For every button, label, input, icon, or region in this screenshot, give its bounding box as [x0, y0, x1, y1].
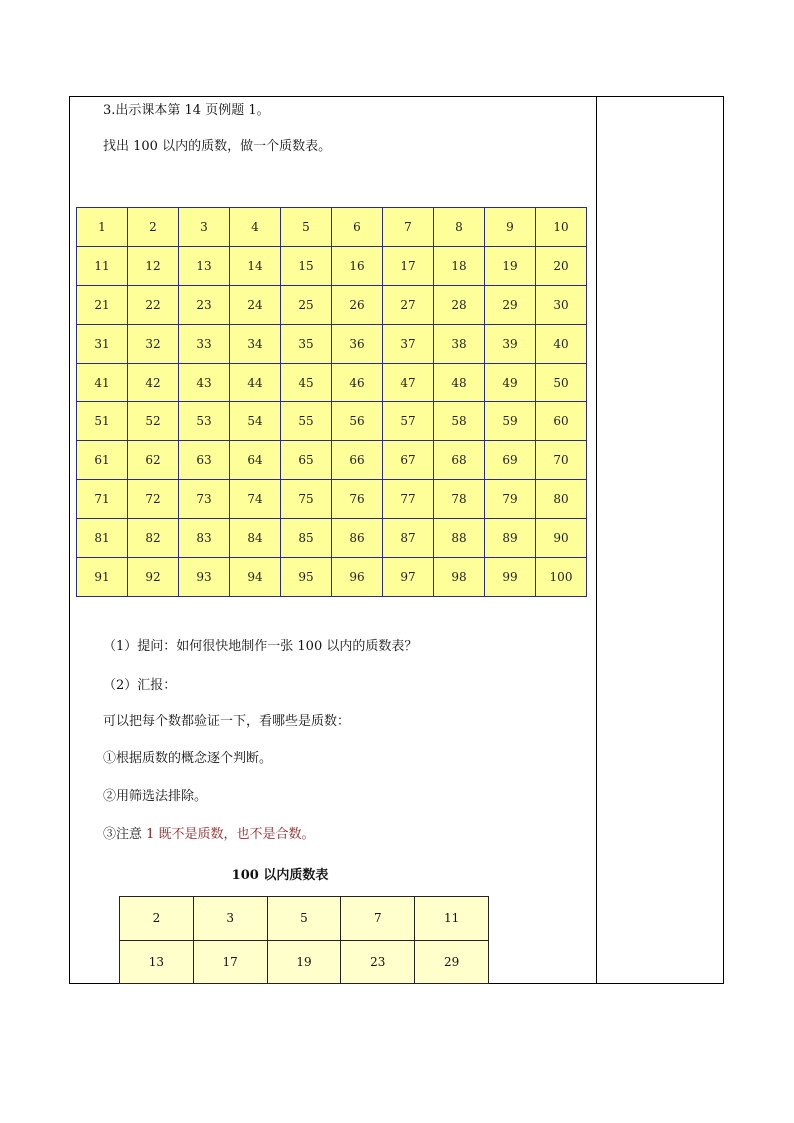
table-cell: 2 — [128, 208, 179, 247]
table-cell: 19 — [485, 246, 536, 285]
table-cell: 17 — [383, 246, 434, 285]
column-divider — [596, 96, 597, 984]
table-cell: 20 — [536, 246, 587, 285]
table-cell: 7 — [341, 897, 415, 941]
table-cell: 64 — [230, 441, 281, 480]
table-cell: 99 — [485, 558, 536, 597]
table-row — [120, 897, 489, 941]
table-cell: 24 — [230, 285, 281, 324]
table-cell: 87 — [383, 519, 434, 558]
table-cell: 77 — [383, 480, 434, 519]
table-cell: 43 — [179, 363, 230, 402]
table-row — [77, 363, 587, 402]
table-cell: 46 — [332, 363, 383, 402]
table-cell: 4 — [230, 208, 281, 247]
table-cell: 41 — [77, 363, 128, 402]
table-cell: 73 — [179, 480, 230, 519]
table-cell: 26 — [332, 285, 383, 324]
table-cell: 91 — [77, 558, 128, 597]
table-cell: 54 — [230, 402, 281, 441]
table-cell: 68 — [434, 441, 485, 480]
table-cell: 97 — [383, 558, 434, 597]
table-cell: 96 — [332, 558, 383, 597]
table-cell: 72 — [128, 480, 179, 519]
table-cell: 23 — [341, 940, 415, 984]
task-line: 找出 100 以内的质数，做一个质数表。 — [103, 139, 332, 154]
table-cell: 1 — [77, 208, 128, 247]
way3-emphasis: 1 既不是质数，也不是合数。 — [146, 827, 315, 842]
table-cell: 65 — [281, 441, 332, 480]
table-cell: 67 — [383, 441, 434, 480]
table-cell: 61 — [77, 441, 128, 480]
table-cell: 3 — [193, 897, 267, 941]
table-cell: 83 — [179, 519, 230, 558]
table-cell: 14 — [230, 246, 281, 285]
table-cell: 84 — [230, 519, 281, 558]
table-cell: 53 — [179, 402, 230, 441]
table-cell: 74 — [230, 480, 281, 519]
table-cell: 80 — [536, 480, 587, 519]
table-cell: 7 — [383, 208, 434, 247]
table-cell: 50 — [536, 363, 587, 402]
table-cell: 92 — [128, 558, 179, 597]
way1-line: ①根据质数的概念逐个判断。 — [103, 751, 273, 766]
table-cell: 16 — [332, 246, 383, 285]
way2-line: ②用筛选法排除。 — [103, 789, 208, 804]
table-cell: 36 — [332, 324, 383, 363]
table-cell: 51 — [77, 402, 128, 441]
table-cell: 89 — [485, 519, 536, 558]
table-cell: 15 — [281, 246, 332, 285]
way3-line — [103, 827, 315, 843]
table-cell: 2 — [120, 897, 194, 941]
table-cell: 37 — [383, 324, 434, 363]
table-cell: 88 — [434, 519, 485, 558]
table-cell: 55 — [281, 402, 332, 441]
table-cell: 79 — [485, 480, 536, 519]
table-cell: 63 — [179, 441, 230, 480]
table-cell: 49 — [485, 363, 536, 402]
table-cell: 44 — [230, 363, 281, 402]
table-cell: 59 — [485, 402, 536, 441]
number-grid — [76, 207, 587, 597]
table-cell: 17 — [193, 940, 267, 984]
table-cell: 45 — [281, 363, 332, 402]
table-cell: 13 — [120, 940, 194, 984]
table-cell: 78 — [434, 480, 485, 519]
table-cell: 82 — [128, 519, 179, 558]
table-cell: 12 — [128, 246, 179, 285]
table-cell: 95 — [281, 558, 332, 597]
table-cell: 32 — [128, 324, 179, 363]
table-cell: 31 — [77, 324, 128, 363]
table-row — [77, 558, 587, 597]
table-cell: 21 — [77, 285, 128, 324]
table-cell: 90 — [536, 519, 587, 558]
table-cell: 13 — [179, 246, 230, 285]
table-cell: 22 — [128, 285, 179, 324]
table-row — [77, 208, 587, 247]
table-cell: 100 — [536, 558, 587, 597]
table-cell: 10 — [536, 208, 587, 247]
table-cell: 71 — [77, 480, 128, 519]
table-row — [77, 246, 587, 285]
table-cell: 34 — [230, 324, 281, 363]
table-cell: 69 — [485, 441, 536, 480]
table-cell: 19 — [267, 940, 341, 984]
table-cell: 27 — [383, 285, 434, 324]
table-cell: 11 — [77, 246, 128, 285]
table-cell: 62 — [128, 441, 179, 480]
table-cell: 75 — [281, 480, 332, 519]
question-line: （1）提问：如何很快地制作一张 100 以内的质数表？ — [103, 639, 418, 654]
table-cell: 60 — [536, 402, 587, 441]
table-row — [77, 285, 587, 324]
prime-table — [119, 896, 489, 984]
table-cell: 39 — [485, 324, 536, 363]
table-cell: 85 — [281, 519, 332, 558]
table-cell: 30 — [536, 285, 587, 324]
table-cell: 93 — [179, 558, 230, 597]
table-cell: 70 — [536, 441, 587, 480]
table-cell: 48 — [434, 363, 485, 402]
table-cell: 5 — [267, 897, 341, 941]
table-cell: 11 — [415, 897, 489, 941]
table-cell: 58 — [434, 402, 485, 441]
table-cell: 35 — [281, 324, 332, 363]
prime-table-title: 100 以内质数表 — [231, 868, 329, 883]
table-cell: 18 — [434, 246, 485, 285]
table-cell: 76 — [332, 480, 383, 519]
table-cell: 52 — [128, 402, 179, 441]
table-cell: 29 — [415, 940, 489, 984]
table-cell: 38 — [434, 324, 485, 363]
intro-line: 3.出示课本第 14 页例题 1。 — [103, 103, 270, 118]
table-cell: 98 — [434, 558, 485, 597]
method-line: 可以把每个数都验证一下，看哪些是质数： — [103, 714, 351, 729]
table-cell: 86 — [332, 519, 383, 558]
table-cell: 57 — [383, 402, 434, 441]
report-line: （2）汇报： — [103, 678, 177, 693]
way3-prefix: ③注意 — [103, 827, 147, 842]
table-row — [77, 519, 587, 558]
table-cell: 94 — [230, 558, 281, 597]
table-row — [77, 441, 587, 480]
table-cell: 33 — [179, 324, 230, 363]
table-cell: 25 — [281, 285, 332, 324]
table-cell: 66 — [332, 441, 383, 480]
table-cell: 29 — [485, 285, 536, 324]
table-cell: 28 — [434, 285, 485, 324]
table-cell: 5 — [281, 208, 332, 247]
table-cell: 47 — [383, 363, 434, 402]
table-cell: 81 — [77, 519, 128, 558]
table-cell: 56 — [332, 402, 383, 441]
table-row — [120, 940, 489, 984]
table-row — [77, 402, 587, 441]
table-cell: 6 — [332, 208, 383, 247]
table-cell: 8 — [434, 208, 485, 247]
table-cell: 23 — [179, 285, 230, 324]
table-cell: 9 — [485, 208, 536, 247]
table-cell: 3 — [179, 208, 230, 247]
table-cell: 40 — [536, 324, 587, 363]
table-cell: 42 — [128, 363, 179, 402]
table-row — [77, 324, 587, 363]
table-row — [77, 480, 587, 519]
